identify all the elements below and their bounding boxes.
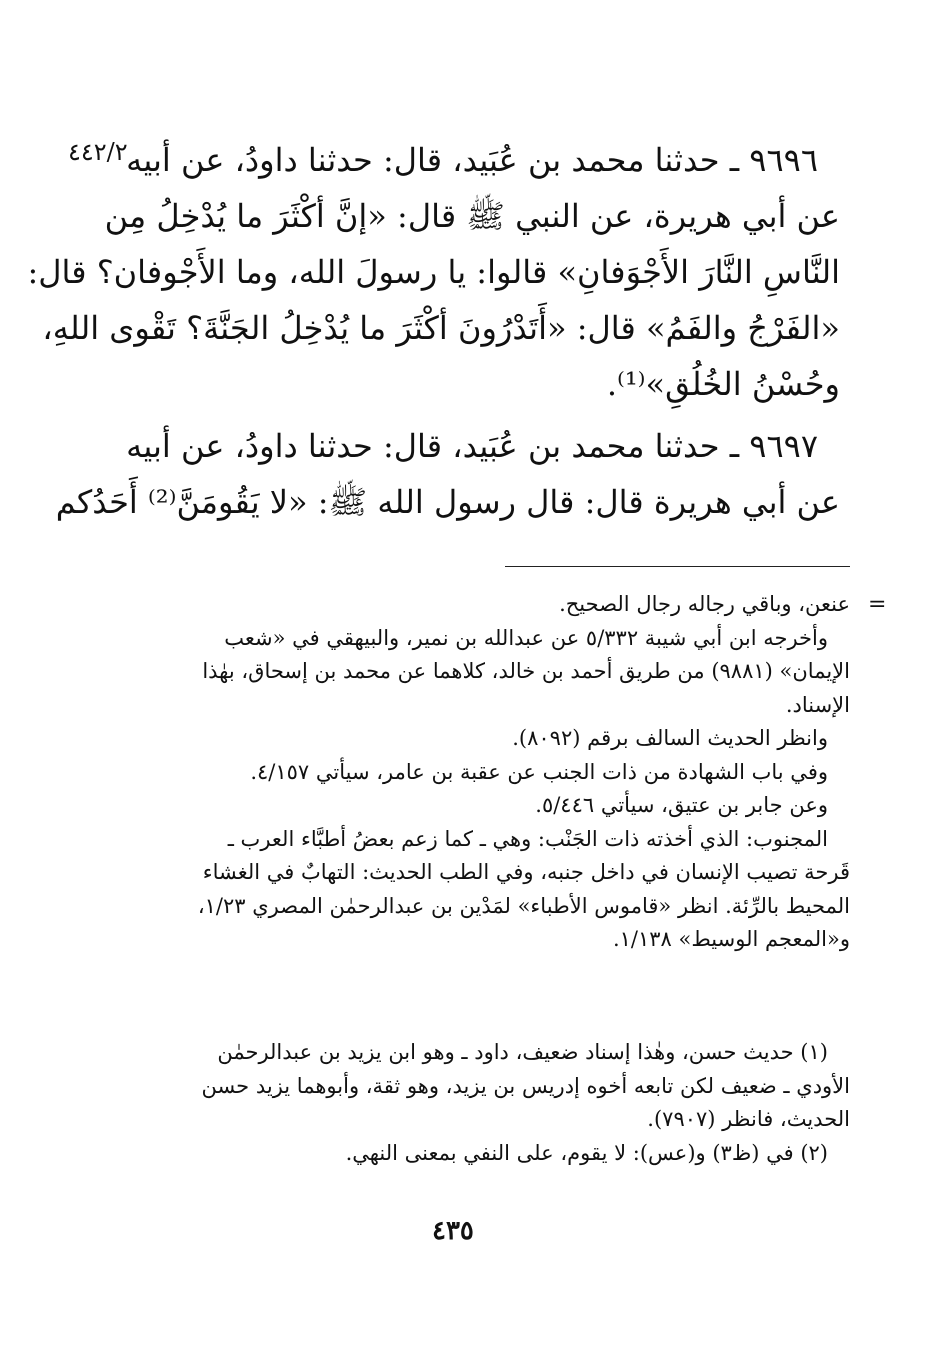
hadith-line: النَّاسِ النَّارَ الأَجْوَفانِ» قالوا: يا رسولَ الله، وما الأَجْوفان؟ قال:	[27, 253, 840, 291]
footnote-line: الأودي ـ ضعيف لكن تابعه أخوه إدريس بن يزيد، وهو ثقة، وأبوهما يزيد حسن	[201, 1073, 850, 1098]
footnote-line: الإسناد.	[785, 692, 850, 717]
footnote-line: وانظر الحديث السالف برقم (٨٠٩٢).	[512, 726, 828, 750]
hadith-line: وحُسْنُ الخُلُقِ»⁽¹⁾.	[606, 365, 840, 403]
footnotes	[150, 1036, 850, 1170]
hadith-line: عن أبي هريرة قال: قال رسول الله ﷺ: «لا يَقُومَنَّ⁽²⁾ أَحَدُكم	[55, 483, 840, 521]
hadith-line: ٩٦٩٧ ـ حدثنا محمد بن عُبَيد، قال: حدثنا داودُ، عن أبيه	[126, 427, 818, 465]
continuation-mark: =	[868, 592, 887, 617]
hadith-line: «الفَرْجُ والفَمُ» قال: «أَتَدْرُونَ أكْثَرَ ما يُدْخِلُ الجَنَّةَ؟ تَقْوى اللهِ،	[42, 309, 840, 347]
footnote-2: (٢) في (ظ٣) و(عس): لا يقوم، على النفي بمعنى النهي.	[345, 1140, 828, 1165]
footnote-line: عنعن، وباقي رجاله رجال الصحيح.	[559, 592, 850, 616]
footnote-line: الإيمان» (٩٨٨١) من طريق أحمد بن خالد، كلاهما عن محمد بن إسحاق، بهٰذا	[202, 659, 850, 683]
hadith-9697	[55, 418, 840, 530]
footnote-divider	[505, 566, 850, 567]
footnote-line: المحيط بالرِّئة. انظر «قاموس الأطباء» لمَدْين بن عبدالرحمٰن المصري ١/٢٣،	[197, 893, 850, 918]
hadith-line: عن أبي هريرة، عن النبي ﷺ قال: «إنَّ أكْثَرَ ما يُدْخِلُ مِن	[104, 197, 840, 235]
footnote-1: (١) حديث حسن، وهٰذا إسناد ضعيف، داود ـ وهو ابن يزيد بن عبدالرحمٰن	[217, 1040, 828, 1064]
footnote-line: وأخرجه ابن أبي شيبة ٥/٣٣٢ عن عبدالله بن نمير، والبيهقي في «شعب	[224, 625, 828, 650]
footnote-continuation	[150, 588, 850, 957]
footnote-line: و«المعجم الوسيط» ١/١٣٨.	[612, 927, 850, 951]
footnote-line: الحديث، فانظر (٧٩٠٧).	[647, 1107, 850, 1131]
hadith-line: ٩٦٩٦ ـ حدثنا محمد بن عُبَيد، قال: حدثنا داودُ، عن أبيه	[126, 141, 818, 179]
page-number: ٤٣٥	[432, 1216, 474, 1246]
footnote-line: وعن جابر بن عتيق، سيأتي ٥/٤٤٦.	[535, 793, 828, 817]
footnote-line: قَرحة تصيب الإنسان في داخل جنبه، وفي الطب الحديث: التهابٌ في الغشاء	[202, 860, 850, 884]
margin-reference: ٤٤٢/٢	[68, 138, 128, 166]
footnote-line: المجنوب: الذي أخذته ذات الجَنْب: وهي ـ كما زعم بعضُ أطبَّاء العرب ـ	[227, 826, 828, 851]
footnote-line: وفي باب الشهادة من ذات الجنب عن عقبة بن عامر، سيأتي ٤/١٥٧.	[250, 759, 828, 784]
